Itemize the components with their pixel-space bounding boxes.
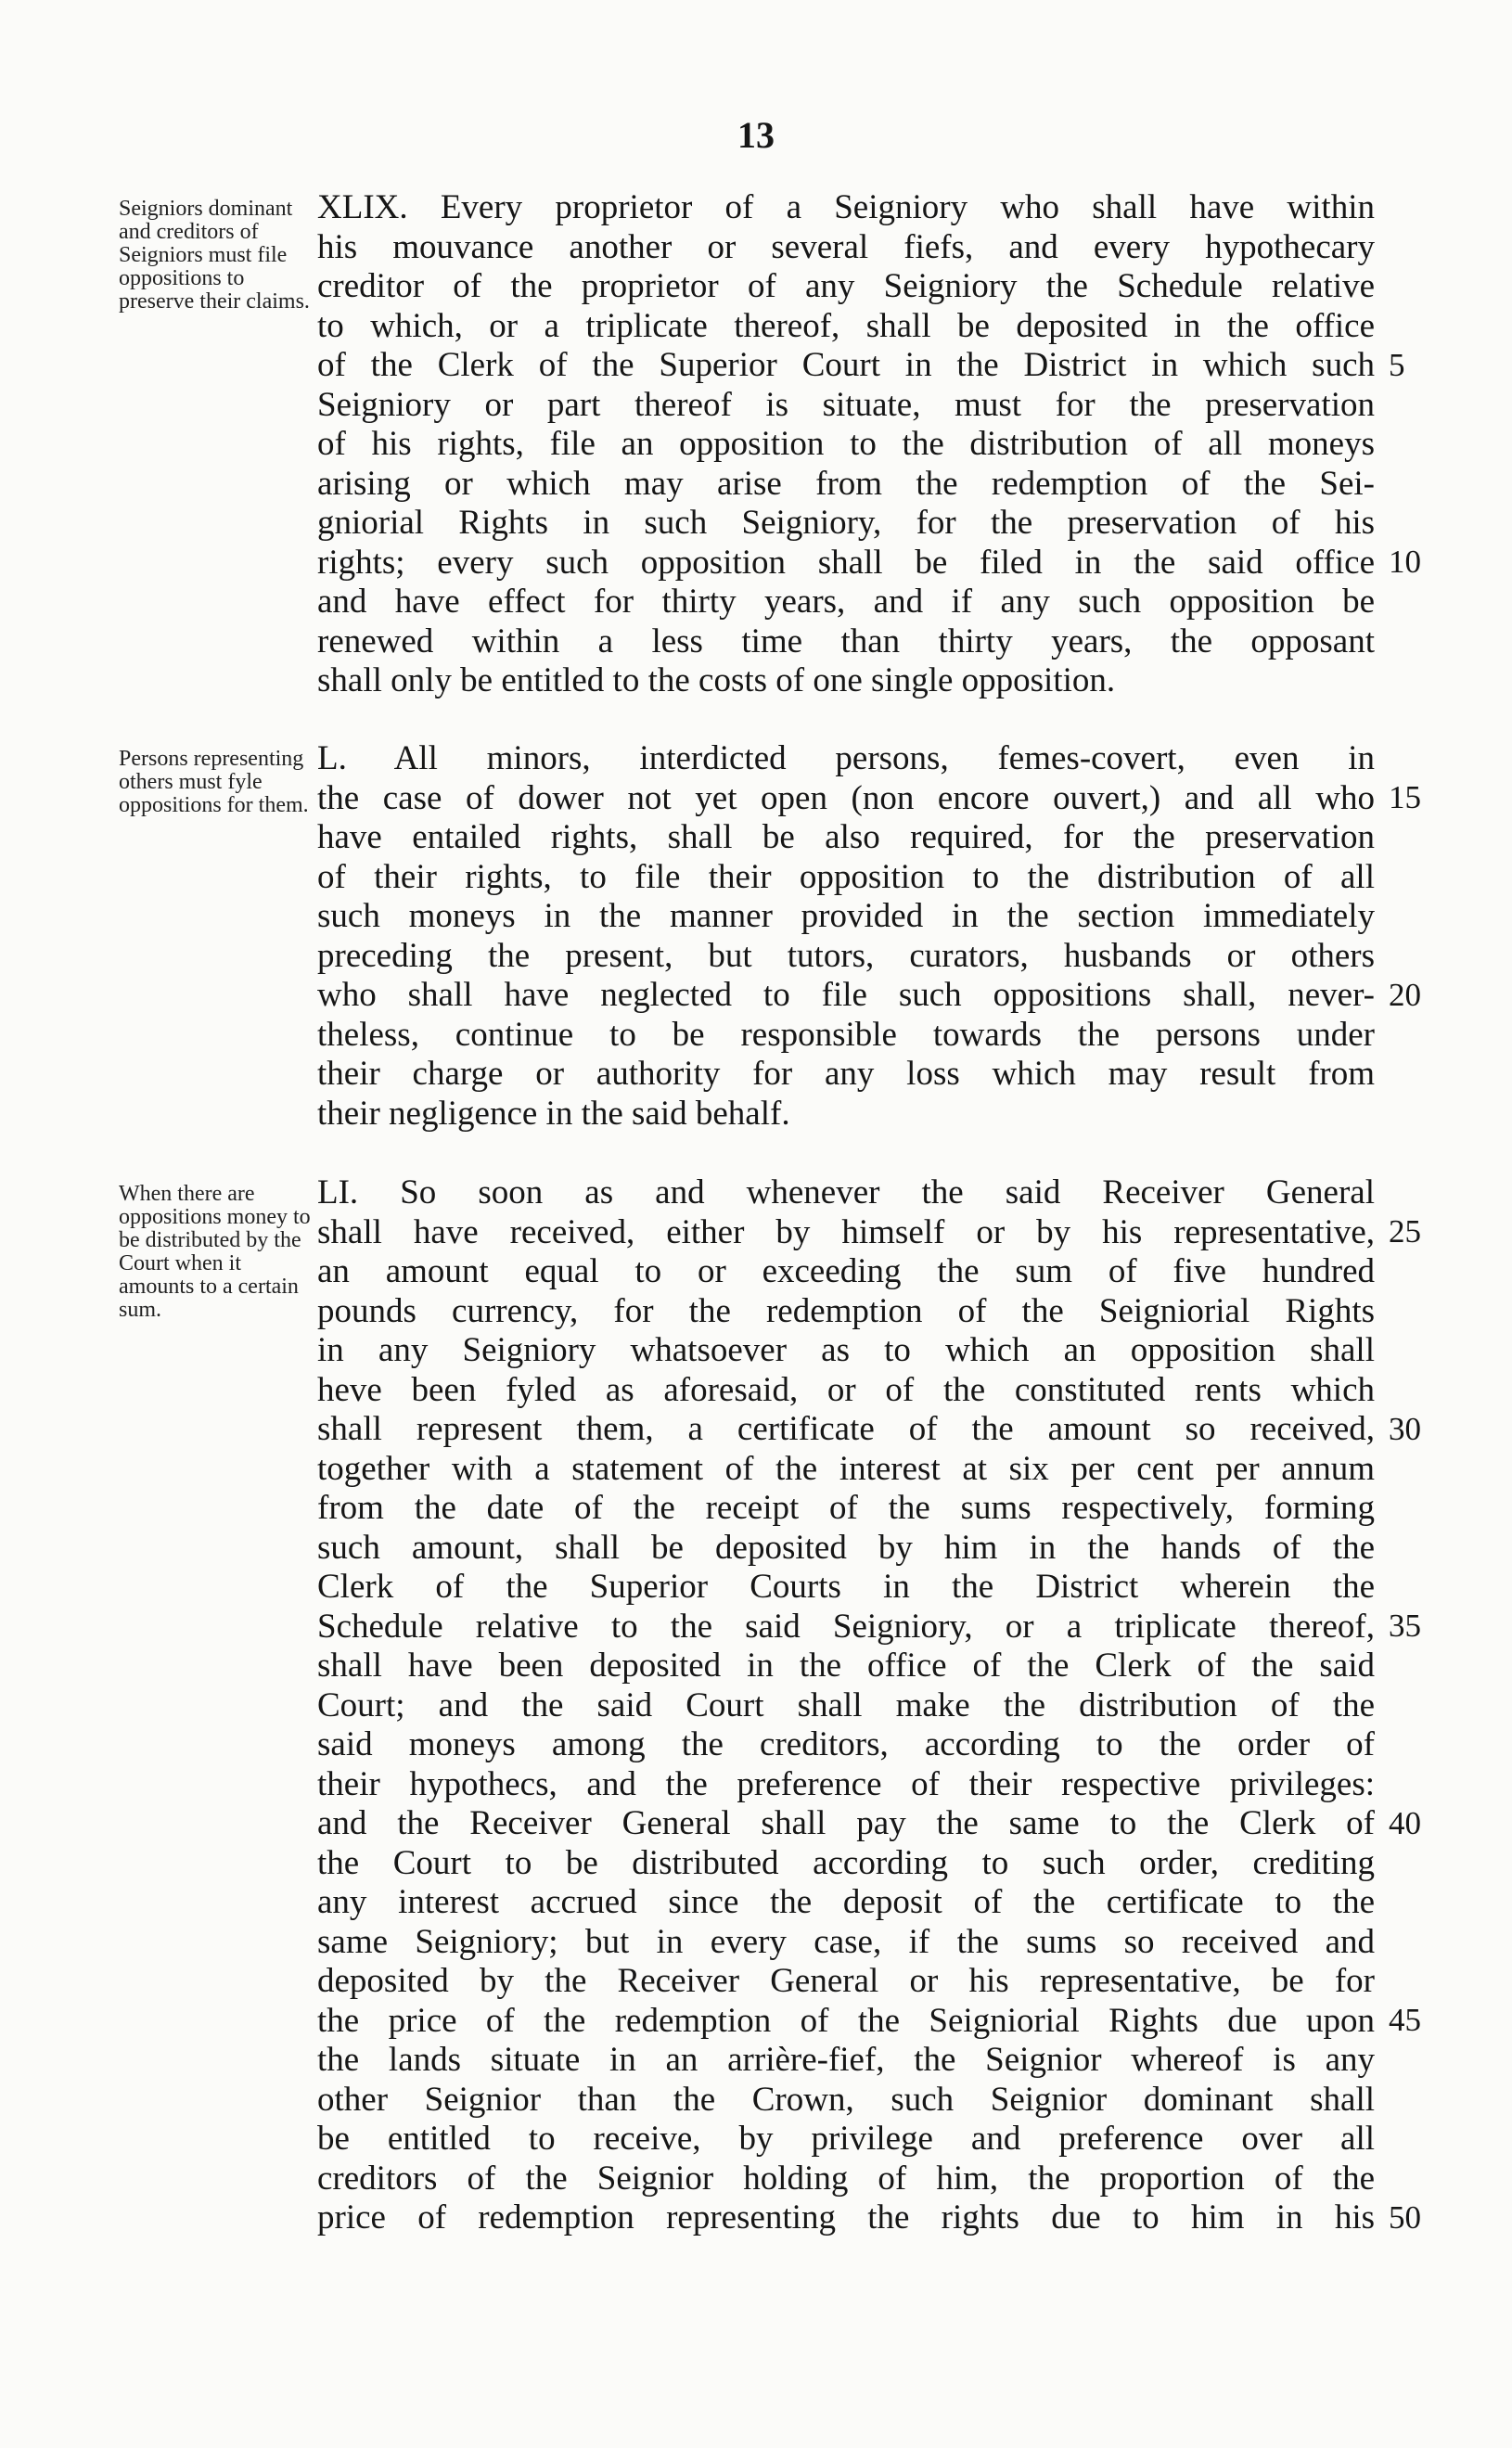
text-line: creditor of the proprietor of any Seigniory the Schedule relative xyxy=(317,267,1375,305)
text-line: their negligence in the said behalf. xyxy=(317,1094,790,1133)
text-line: Seigniory or part thereof is situate, must for the preservation xyxy=(317,385,1375,424)
text-line: such amount, shall be deposited by him in the hands of the xyxy=(317,1528,1375,1567)
text-line: said moneys among the creditors, according to the order of xyxy=(317,1725,1375,1763)
margin-note: Persons representing others must fyle oppositions for them. xyxy=(119,747,309,817)
text-line: their charge or authority for any loss which may result from xyxy=(317,1055,1375,1093)
text-line: of their rights, to file their opposition to the distribution of all xyxy=(317,857,1375,896)
text-line: such moneys in the manner provided in the section immediately xyxy=(317,897,1375,935)
text-line: to which, or a triplicate thereof, shall be deposited in the office xyxy=(317,306,1375,345)
text-line: other Seignior than the Crown, such Seignior dominant shall xyxy=(317,2080,1375,2119)
line-number: 45 xyxy=(1389,2002,1421,2038)
text-line: any interest accrued since the deposit of the certificate to the xyxy=(317,1883,1375,1921)
text-line: gniorial Rights in such Seigniory, for the preservation of his xyxy=(317,504,1375,542)
section-li xyxy=(317,1173,1375,2238)
text-line: be entitled to receive, by privilege and preference over all xyxy=(317,2120,1375,2158)
line-number: 40 xyxy=(1389,1805,1421,1841)
text-line: of the Clerk of the Superior Court in the District in which such xyxy=(317,346,1375,384)
text-line: the case of dower not yet open (non encore ouvert,) and all who xyxy=(317,778,1375,817)
page-number: 13 xyxy=(737,114,775,156)
text-line: shall only be entitled to the costs of one single opposition. xyxy=(317,661,1116,699)
text-line: who shall have neglected to file such oppositions shall, never- xyxy=(317,976,1375,1014)
text-line: and the Receiver General shall pay the same to the Clerk of xyxy=(317,1804,1375,1842)
text-line: theless, continue to be responsible towards the persons under xyxy=(317,1015,1375,1054)
text-line: the Court to be distributed according to such order, crediting xyxy=(317,1843,1375,1882)
text-line: Clerk of the Superior Courts in the District wherein the xyxy=(317,1568,1375,1606)
text-line: LI. So soon as and whenever the said Receiver General xyxy=(317,1173,1375,1211)
text-line: heve been fyled as aforesaid, or of the constituted rents which xyxy=(317,1370,1375,1409)
text-line: arising or which may arise from the redemption of the Sei- xyxy=(317,464,1375,503)
text-line: shall have received, either by himself or by his representative, xyxy=(317,1212,1375,1251)
line-number: 20 xyxy=(1389,977,1421,1013)
text-line: the price of the redemption of the Seigniorial Rights due upon xyxy=(317,2001,1375,2040)
text-line: and have effect for thirty years, and if any such opposition be xyxy=(317,583,1375,621)
margin-note: When there are oppositions money to be distributed by the Court when it amounts to a certain sum. xyxy=(119,1182,311,1322)
text-line: Court; and the said Court shall make the distribution of the xyxy=(317,1685,1375,1724)
text-line: XLIX. Every proprietor of a Seigniory who shall have within xyxy=(317,188,1375,226)
line-number: 50 xyxy=(1389,2199,1421,2236)
text-line: an amount equal to or exceeding the sum of five hundred xyxy=(317,1252,1375,1290)
text-line: pounds currency, for the redemption of the Seigniorial Rights xyxy=(317,1291,1375,1330)
text-line: the lands situate in an arrière-fief, the Seignior whereof is any xyxy=(317,2041,1375,2079)
text-line: creditors of the Seignior holding of him, the proportion of the xyxy=(317,2159,1375,2198)
line-number: 10 xyxy=(1389,544,1421,580)
text-line: preceding the present, but tutors, curators, husbands or others xyxy=(317,936,1375,975)
text-line: same Seigniory; but in every case, if the sums so received and xyxy=(317,1922,1375,1961)
line-number: 25 xyxy=(1389,1213,1421,1250)
text-line: in any Seigniory whatsoever as to which an opposition shall xyxy=(317,1331,1375,1369)
text-line: Schedule relative to the said Seigniory, or a triplicate thereof, xyxy=(317,1607,1375,1646)
text-line: their hypothecs, and the preference of their respective privileges: xyxy=(317,1764,1375,1803)
line-number: 15 xyxy=(1389,779,1421,815)
section-l xyxy=(317,739,1375,1134)
text-line: L. All minors, interdicted persons, femes-covert, even in xyxy=(317,739,1375,777)
margin-note: Seigniors dominant and creditors of Seigniors must file oppositions to preserve their claims. xyxy=(119,197,310,314)
line-number: 35 xyxy=(1389,1608,1421,1644)
text-line: deposited by the Receiver General or his representative, be for xyxy=(317,1962,1375,2000)
text-line: shall represent them, a certificate of the amount so received, xyxy=(317,1410,1375,1448)
text-line: his mouvance another or several fiefs, and every hypothecary xyxy=(317,227,1375,266)
text-line: have entailed rights, shall be also required, for the preservation xyxy=(317,818,1375,856)
text-line: from the date of the receipt of the sums respectively, forming xyxy=(317,1489,1375,1527)
line-number: 5 xyxy=(1389,347,1405,383)
section-xlix xyxy=(317,188,1375,701)
text-line: together with a statement of the interest at six per cent per annum xyxy=(317,1449,1375,1488)
text-line: rights; every such opposition shall be filed in the said office xyxy=(317,543,1375,582)
text-line: of his rights, file an opposition to the distribution of all moneys xyxy=(317,425,1375,463)
text-line: renewed within a less time than thirty years, the opposant xyxy=(317,622,1375,660)
line-number: 30 xyxy=(1389,1411,1421,1447)
text-line: price of redemption representing the rights due to him in his xyxy=(317,2198,1375,2237)
text-line: shall have been deposited in the office of the Clerk of the said xyxy=(317,1647,1375,1685)
